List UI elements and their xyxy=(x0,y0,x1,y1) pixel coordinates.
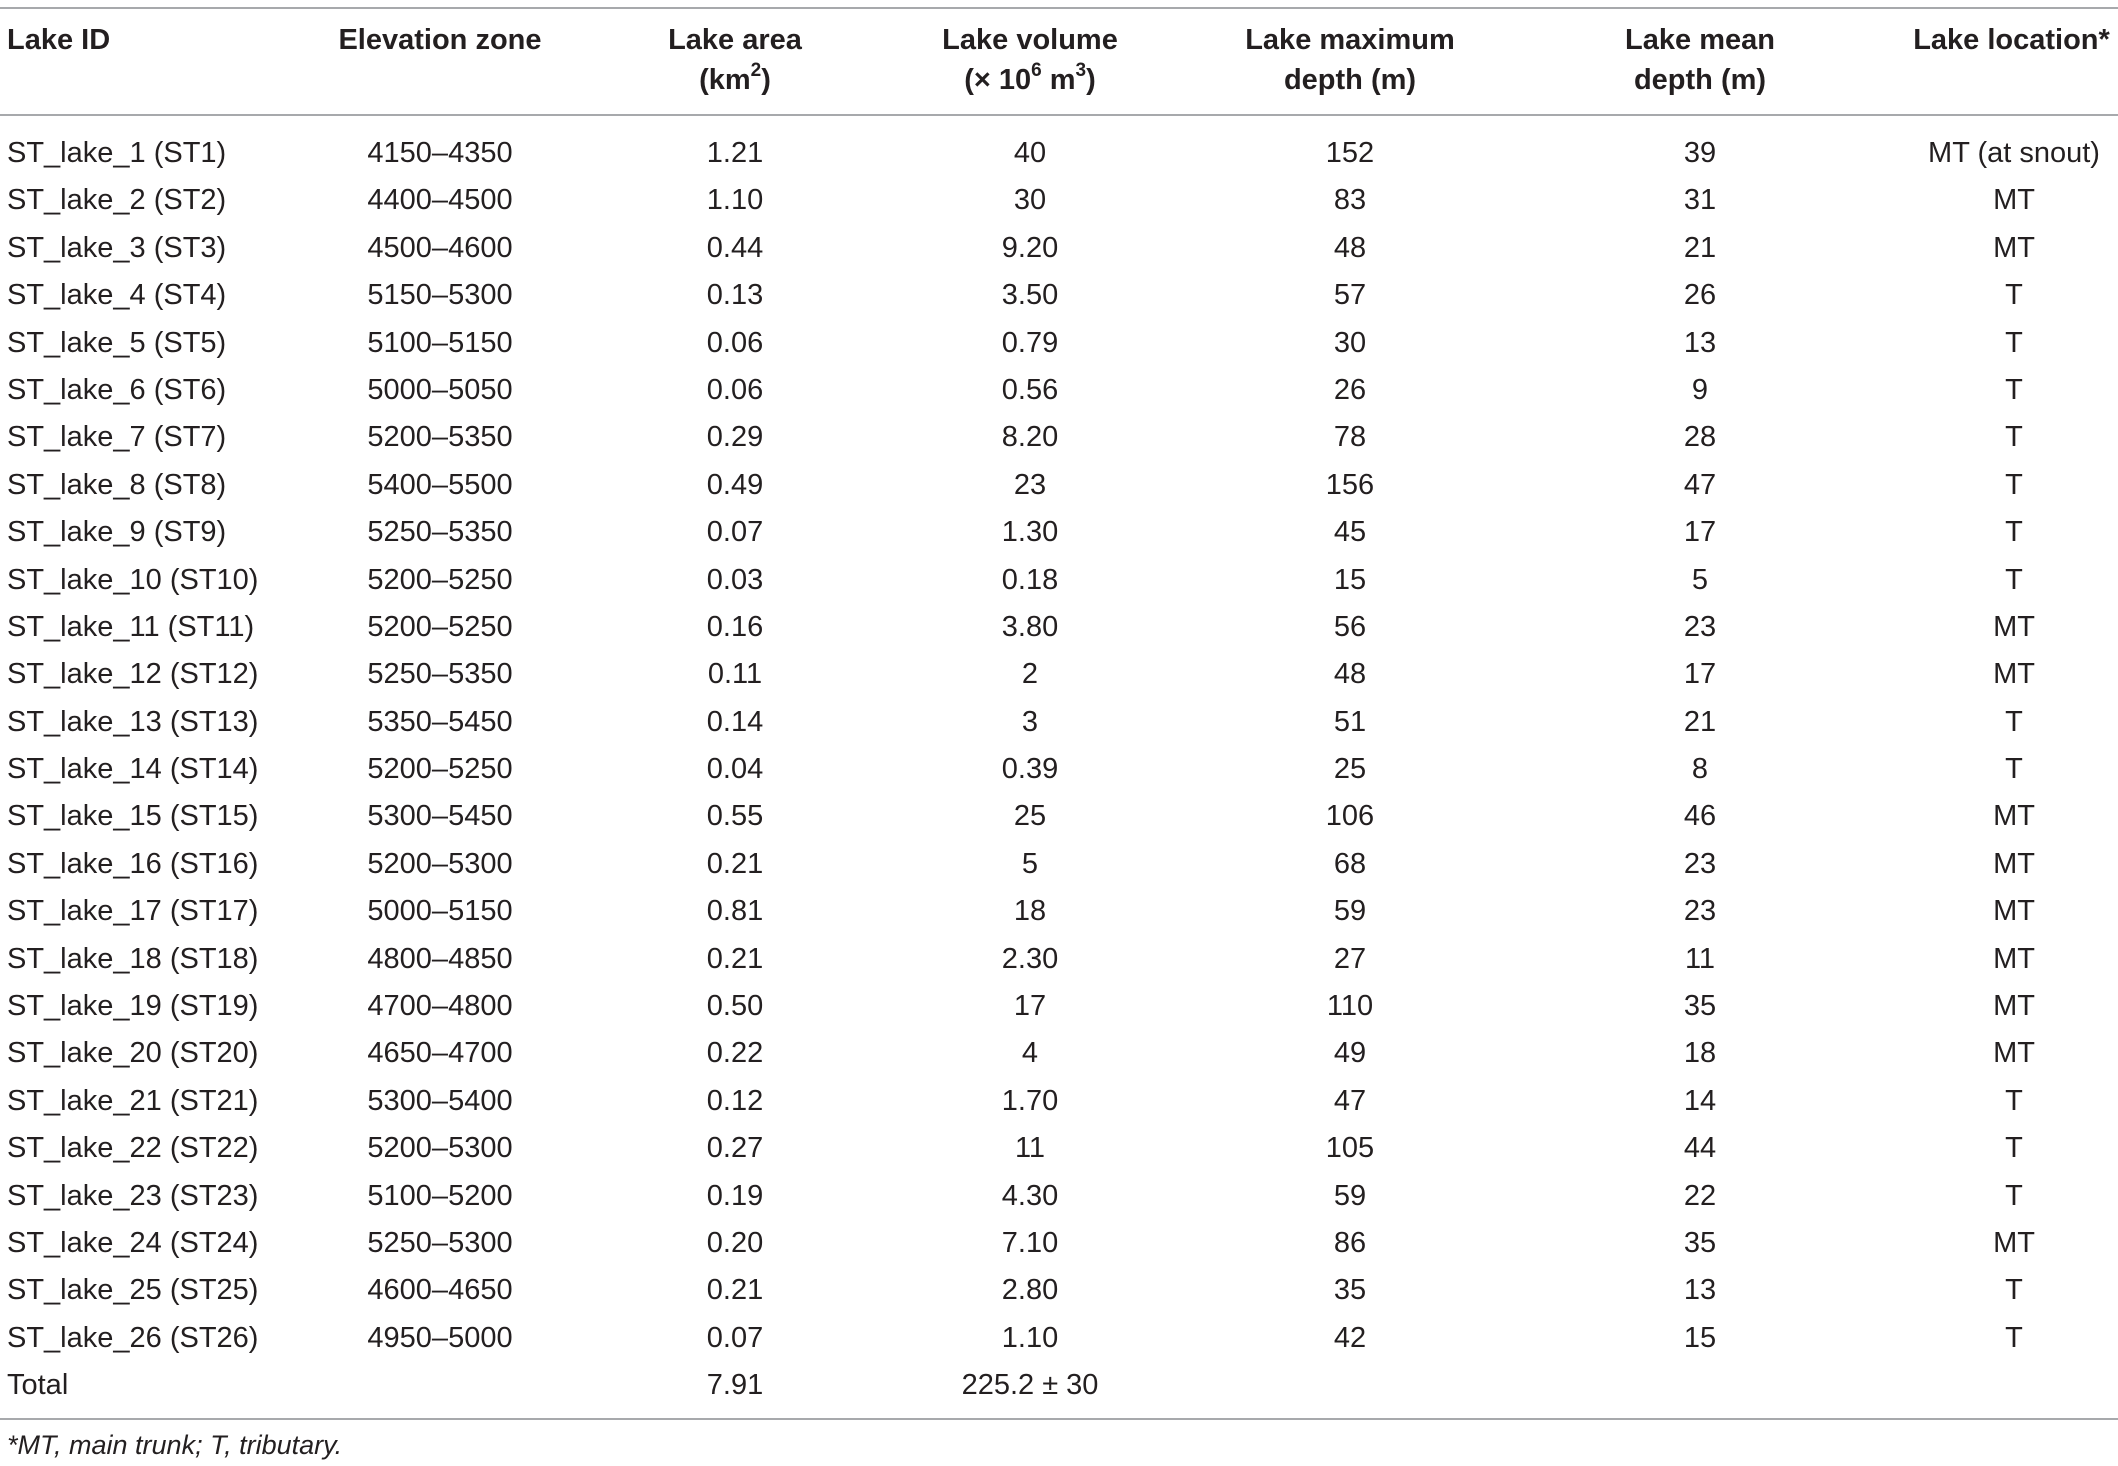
lake-id-cell: ST_lake_9 (ST9) xyxy=(7,516,227,549)
lake-id-cell: Total xyxy=(7,1369,69,1402)
elevation-zone-cell: 5000–5150 xyxy=(367,895,513,928)
max-depth-cell: 110 xyxy=(1326,990,1374,1023)
header-elevation-zone: Elevation zone xyxy=(338,24,542,56)
table-row xyxy=(0,130,2118,177)
location-cell: MT xyxy=(1993,895,2035,928)
max-depth-cell: 59 xyxy=(1333,895,1367,928)
lake-volume-cell: 0.39 xyxy=(1001,753,1059,786)
mean-depth-cell: 35 xyxy=(1683,1226,1717,1259)
lake-id-cell: ST_lake_22 (ST22) xyxy=(7,1132,259,1165)
lake-id-cell: ST_lake_21 (ST21) xyxy=(7,1084,259,1117)
lake-id-cell: ST_lake_24 (ST24) xyxy=(7,1226,259,1259)
lake-id-cell: ST_lake_26 (ST26) xyxy=(7,1321,259,1354)
max-depth-cell: 49 xyxy=(1333,1037,1367,1070)
elevation-zone-cell: 4650–4700 xyxy=(367,1037,513,1070)
table-header-rule xyxy=(0,114,2118,116)
table-row xyxy=(0,509,2118,556)
location-cell: T xyxy=(2005,421,2023,454)
location-cell: T xyxy=(2005,516,2023,549)
header-lake-area: Lake area $(km^2)$ xyxy=(668,24,802,96)
elevation-zone-cell: 5150–5300 xyxy=(367,279,513,312)
max-depth-cell: 48 xyxy=(1333,658,1367,691)
elevation-zone-cell: 5200–5300 xyxy=(367,847,513,880)
lake-id-cell: ST_lake_23 (ST23) xyxy=(7,1179,259,1212)
max-depth-cell: 51 xyxy=(1333,705,1367,738)
table-header xyxy=(0,20,2118,110)
lake-volume-cell: 225.2 ± 30 xyxy=(961,1369,1099,1402)
header-lake-id: Lake ID xyxy=(7,24,111,56)
lake-area-cell: 0.13 xyxy=(706,279,764,312)
lake-volume-cell: 0.79 xyxy=(1001,326,1059,359)
elevation-zone-cell: 5200–5250 xyxy=(367,610,513,643)
mean-depth-cell: 18 xyxy=(1683,1037,1717,1070)
table-row xyxy=(0,1315,2118,1362)
location-cell: T xyxy=(2005,1132,2023,1165)
table-row xyxy=(0,604,2118,651)
lake-area-cell: 0.21 xyxy=(706,1274,764,1307)
lake-volume-cell: 40 xyxy=(1013,137,1047,169)
lake-id-cell: ST_lake_18 (ST18) xyxy=(7,942,259,975)
lake-volume-cell: 2.80 xyxy=(1001,1274,1059,1307)
lake-id-cell: ST_lake_10 (ST10) xyxy=(7,563,259,596)
max-depth-cell: 42 xyxy=(1333,1321,1367,1354)
elevation-zone-cell: 5100–5200 xyxy=(367,1179,513,1212)
elevation-zone-cell: 5200–5300 xyxy=(367,1132,513,1165)
elevation-zone-cell: 5300–5450 xyxy=(367,800,513,833)
max-depth-cell: 15 xyxy=(1333,563,1367,596)
location-cell: MT xyxy=(1993,942,2035,975)
lake-id-cell: ST_lake_5 (ST5) xyxy=(7,326,227,359)
mean-depth-cell: 8 xyxy=(1691,753,1709,786)
table-row xyxy=(0,367,2118,414)
lake-id-cell: ST_lake_1 (ST1) xyxy=(7,137,227,169)
location-cell: MT xyxy=(1993,847,2035,880)
mean-depth-cell: 21 xyxy=(1683,705,1717,738)
lake-area-cell: 0.29 xyxy=(706,421,764,454)
location-cell: MT (at snout) xyxy=(1928,137,2100,169)
location-cell: MT xyxy=(1993,1037,2035,1070)
mean-depth-cell: 28 xyxy=(1683,421,1717,454)
table-row xyxy=(0,320,2118,367)
mean-depth-cell: 9 xyxy=(1691,373,1709,406)
lake-volume-cell: 1.30 xyxy=(1001,516,1059,549)
mean-depth-cell: 31 xyxy=(1683,184,1717,217)
lake-id-cell: ST_lake_15 (ST15) xyxy=(7,800,259,833)
lake-area-cell: 7.91 xyxy=(706,1369,764,1402)
lake-volume-cell: 4.30 xyxy=(1001,1179,1059,1212)
lake-volume-cell: 5 xyxy=(1021,847,1039,880)
location-cell: T xyxy=(2005,1084,2023,1117)
header-lake-location: Lake location* xyxy=(1913,24,2110,56)
table-row xyxy=(0,651,2118,698)
location-cell: T xyxy=(2005,705,2023,738)
elevation-zone-cell: 5250–5350 xyxy=(367,658,513,691)
lake-area-cell: 0.22 xyxy=(706,1037,764,1070)
table-row xyxy=(0,1173,2118,1220)
lake-id-cell: ST_lake_7 (ST7) xyxy=(7,421,227,454)
lake-volume-cell: 1.70 xyxy=(1001,1084,1059,1117)
max-depth-cell: 35 xyxy=(1333,1274,1367,1307)
table-footnote: *MT, main trunk; T, tributary. xyxy=(7,1430,343,1460)
lake-area-cell: 1.21 xyxy=(706,137,764,169)
mean-depth-cell: 39 xyxy=(1683,137,1717,169)
max-depth-cell: 56 xyxy=(1333,610,1367,643)
table-row xyxy=(0,699,2118,746)
lake-id-cell: ST_lake_17 (ST17) xyxy=(7,895,259,928)
mean-depth-cell: 13 xyxy=(1683,326,1717,359)
table-row xyxy=(0,1078,2118,1125)
elevation-zone-cell: 4800–4850 xyxy=(367,942,513,975)
lake-volume-cell: 18 xyxy=(1013,895,1047,928)
lake-area-cell: 0.03 xyxy=(706,563,764,596)
table-top-rule xyxy=(0,7,2118,9)
mean-depth-cell: 47 xyxy=(1683,468,1717,501)
mean-depth-cell: 23 xyxy=(1683,895,1717,928)
lake-volume-cell: 2.30 xyxy=(1001,942,1059,975)
lake-id-cell: ST_lake_16 (ST16) xyxy=(7,847,259,880)
mean-depth-cell: 14 xyxy=(1683,1084,1717,1117)
elevation-zone-cell: 5200–5350 xyxy=(367,421,513,454)
table-row xyxy=(0,557,2118,604)
max-depth-cell: 105 xyxy=(1325,1132,1375,1165)
table-row xyxy=(0,1220,2118,1267)
table-row xyxy=(0,177,2118,224)
lake-volume-cell: 9.20 xyxy=(1001,231,1059,264)
lake-volume-cell: 3.50 xyxy=(1001,279,1059,312)
lake-area-cell: 0.06 xyxy=(706,326,764,359)
lake-volume-cell: 8.20 xyxy=(1001,421,1059,454)
table-row xyxy=(0,1125,2118,1172)
max-depth-cell: 106 xyxy=(1325,800,1375,833)
table-row xyxy=(0,414,2118,461)
lake-area-cell: 0.07 xyxy=(706,516,764,549)
lake-volume-cell: 0.18 xyxy=(1001,563,1059,596)
table-row xyxy=(0,462,2118,509)
lake-area-cell: 1.10 xyxy=(706,184,764,217)
lake-area-cell: 0.27 xyxy=(706,1132,764,1165)
max-depth-cell: 83 xyxy=(1333,184,1367,217)
lake-area-cell: 0.50 xyxy=(706,990,764,1023)
location-cell: T xyxy=(2005,1321,2023,1354)
lake-id-cell: ST_lake_14 (ST14) xyxy=(7,753,259,786)
max-depth-cell: 57 xyxy=(1333,279,1367,312)
elevation-zone-cell: 4150–4350 xyxy=(367,137,513,169)
mean-depth-cell: 11 xyxy=(1684,942,1716,975)
lake-area-cell: 0.44 xyxy=(706,231,764,264)
max-depth-cell: 156 xyxy=(1325,468,1375,501)
mean-depth-cell: 23 xyxy=(1683,610,1717,643)
mean-depth-cell: 22 xyxy=(1683,1179,1717,1212)
lake-area-cell: 0.14 xyxy=(706,705,764,738)
lake-id-cell: ST_lake_4 (ST4) xyxy=(7,279,227,312)
location-cell: MT xyxy=(1993,658,2035,691)
lake-volume-cell: 3.80 xyxy=(1001,610,1059,643)
table-row xyxy=(0,983,2118,1030)
lake-id-cell: ST_lake_12 (ST12) xyxy=(7,658,259,691)
max-depth-cell: 47 xyxy=(1333,1084,1367,1117)
table-row xyxy=(0,1267,2118,1314)
lake-area-cell: 0.04 xyxy=(706,753,764,786)
lake-area-cell: 0.19 xyxy=(706,1179,764,1212)
lake-volume-cell: 30 xyxy=(1013,184,1047,217)
location-cell: MT xyxy=(1993,610,2035,643)
mean-depth-cell: 13 xyxy=(1683,1274,1717,1307)
elevation-zone-cell: 4400–4500 xyxy=(367,184,513,217)
location-cell: T xyxy=(2005,279,2023,312)
lake-volume-cell: 23 xyxy=(1013,468,1047,501)
lake-volume-cell: 11 xyxy=(1014,1132,1046,1165)
lake-id-cell: ST_lake_25 (ST25) xyxy=(7,1274,259,1307)
table-row xyxy=(0,888,2118,935)
max-depth-cell: 27 xyxy=(1333,942,1367,975)
max-depth-cell: 30 xyxy=(1333,326,1367,359)
location-cell: T xyxy=(2005,1179,2023,1212)
lake-volume-cell: 17 xyxy=(1013,990,1047,1023)
table-row xyxy=(0,936,2118,983)
elevation-zone-cell: 5000–5050 xyxy=(367,373,513,406)
table-row xyxy=(0,793,2118,840)
elevation-zone-cell: 5250–5350 xyxy=(367,516,513,549)
elevation-zone-cell: 5300–5400 xyxy=(367,1084,513,1117)
lake-area-cell: 0.55 xyxy=(706,800,764,833)
elevation-zone-cell: 5400–5500 xyxy=(367,468,513,501)
lake-area-cell: 0.21 xyxy=(706,847,764,880)
elevation-zone-cell: 5100–5150 xyxy=(367,326,513,359)
max-depth-cell: 26 xyxy=(1333,373,1367,406)
location-cell: T xyxy=(2005,326,2023,359)
table-body xyxy=(0,130,2118,1410)
lake-volume-cell: 4 xyxy=(1021,1037,1039,1070)
location-cell: MT xyxy=(1993,800,2035,833)
max-depth-cell: 152 xyxy=(1325,137,1375,169)
lake-id-cell: ST_lake_13 (ST13) xyxy=(7,705,259,738)
mean-depth-cell: 15 xyxy=(1683,1321,1717,1354)
lake-id-cell: ST_lake_8 (ST8) xyxy=(7,468,227,501)
table-row xyxy=(0,225,2118,272)
lake-volume-cell: 1.10 xyxy=(1001,1321,1059,1354)
lake-area-cell: 0.21 xyxy=(706,942,764,975)
mean-depth-cell: 21 xyxy=(1683,231,1717,264)
table-row xyxy=(0,841,2118,888)
elevation-zone-cell: 4950–5000 xyxy=(367,1321,513,1354)
mean-depth-cell: 35 xyxy=(1683,990,1717,1023)
mean-depth-cell: 23 xyxy=(1683,847,1717,880)
table-bottom-rule xyxy=(0,1418,2118,1420)
max-depth-cell: 25 xyxy=(1333,753,1367,786)
header-lake-volume: Lake volume (× $10^6$ $m^3$) xyxy=(942,24,1118,96)
elevation-zone-cell: 4700–4800 xyxy=(367,990,513,1023)
lake-volume-cell: 2 xyxy=(1021,658,1039,691)
lake-id-cell: ST_lake_11 (ST11) xyxy=(7,610,255,643)
max-depth-cell: 59 xyxy=(1333,1179,1367,1212)
lake-volume-cell: 25 xyxy=(1013,800,1047,833)
mean-depth-cell: 46 xyxy=(1683,800,1717,833)
location-cell: MT xyxy=(1993,184,2035,217)
mean-depth-cell: 44 xyxy=(1683,1132,1717,1165)
elevation-zone-cell: 5350–5450 xyxy=(367,705,513,738)
lake-volume-cell: 3 xyxy=(1021,705,1039,738)
lake-area-cell: 0.07 xyxy=(706,1321,764,1354)
lake-area-cell: 0.81 xyxy=(706,895,764,928)
elevation-zone-cell: 5200–5250 xyxy=(367,563,513,596)
table-row xyxy=(0,272,2118,319)
max-depth-cell: 78 xyxy=(1333,421,1367,454)
lake-area-cell: 0.12 xyxy=(706,1084,764,1117)
max-depth-cell: 86 xyxy=(1333,1226,1367,1259)
mean-depth-cell: 5 xyxy=(1691,563,1709,596)
location-cell: MT xyxy=(1993,1226,2035,1259)
location-cell: MT xyxy=(1993,990,2035,1023)
lake-area-cell: 0.06 xyxy=(706,373,764,406)
lake-area-cell: 0.16 xyxy=(706,610,764,643)
lake-area-cell: 0.49 xyxy=(706,468,764,501)
lake-area-cell: 0.11 xyxy=(707,658,763,691)
elevation-zone-cell: 5250–5300 xyxy=(367,1226,513,1259)
header-lake-maximum-depth: Lake maximum depth (m) xyxy=(1245,24,1455,96)
location-cell: T xyxy=(2005,563,2023,596)
table-total-row xyxy=(0,1362,2118,1409)
table-row xyxy=(0,746,2118,793)
max-depth-cell: 45 xyxy=(1333,516,1367,549)
location-cell: MT xyxy=(1993,231,2035,264)
location-cell: T xyxy=(2005,468,2023,501)
lake-id-cell: ST_lake_20 (ST20) xyxy=(7,1037,259,1070)
mean-depth-cell: 17 xyxy=(1683,516,1717,549)
elevation-zone-cell: 4600–4650 xyxy=(367,1274,513,1307)
mean-depth-cell: 17 xyxy=(1683,658,1717,691)
location-cell: T xyxy=(2005,753,2023,786)
header-lake-mean-depth: Lake mean depth (m) xyxy=(1625,24,1775,96)
lake-id-cell: ST_lake_19 (ST19) xyxy=(7,990,259,1023)
mean-depth-cell: 26 xyxy=(1683,279,1717,312)
lake-volume-cell: 0.56 xyxy=(1001,373,1059,406)
lake-volume-cell: 7.10 xyxy=(1001,1226,1059,1259)
lake-area-cell: 0.20 xyxy=(706,1226,764,1259)
lake-id-cell: ST_lake_6 (ST6) xyxy=(7,373,227,406)
table-row xyxy=(0,1030,2118,1077)
location-cell: T xyxy=(2005,373,2023,406)
lake-id-cell: ST_lake_2 (ST2) xyxy=(7,184,227,217)
max-depth-cell: 68 xyxy=(1333,847,1367,880)
max-depth-cell: 48 xyxy=(1333,231,1367,264)
location-cell: T xyxy=(2005,1274,2023,1307)
elevation-zone-cell: 4500–4600 xyxy=(367,231,513,264)
lake-id-cell: ST_lake_3 (ST3) xyxy=(7,231,227,264)
elevation-zone-cell: 5200–5250 xyxy=(367,753,513,786)
